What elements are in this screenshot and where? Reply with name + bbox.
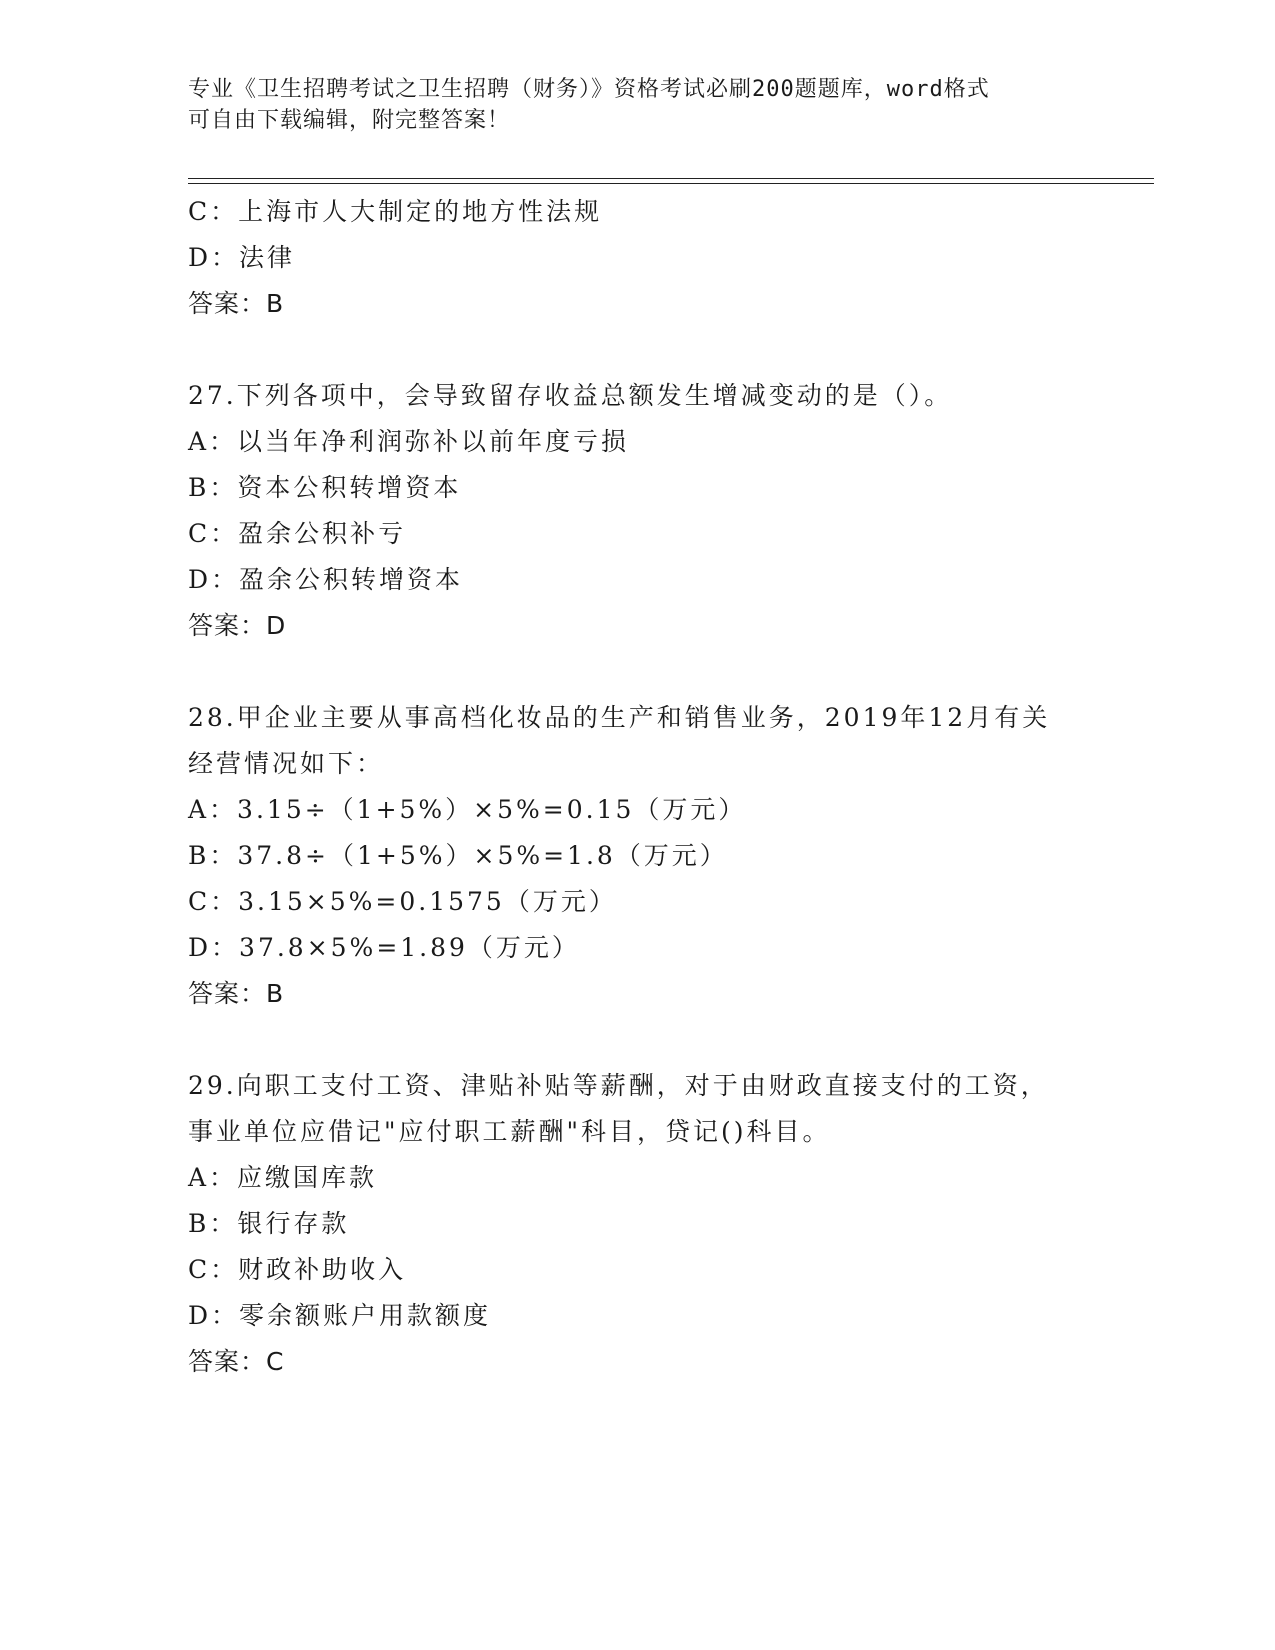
document-body <box>188 189 1068 1385</box>
option-a: A：3.15÷（1+5%）×5%=0.15（万元） <box>188 795 747 824</box>
option-a: A：应缴国库款 <box>188 1163 378 1192</box>
header-divider-top <box>188 178 1154 179</box>
spacer <box>188 327 1068 373</box>
question-29 <box>188 1063 1068 1385</box>
option-d: D：零余额账户用款额度 <box>188 1301 492 1330</box>
option-b: B：银行存款 <box>188 1209 350 1238</box>
header-line-1: 专业《卫生招聘考试之卫生招聘（财务）》资格考试必刷200题题库，word格式 <box>188 77 990 102</box>
spacer <box>188 649 1068 695</box>
option-c: C：盈余公积补亏 <box>188 519 407 548</box>
header-divider-bottom <box>188 183 1154 184</box>
option-c: C：上海市人大制定的地方性法规 <box>188 197 603 226</box>
option-d: D：法律 <box>188 243 296 272</box>
prev-question-block <box>188 189 1068 327</box>
option-c: C：财政补助收入 <box>188 1255 407 1284</box>
answer-line: 答案：C <box>188 1347 285 1376</box>
option-a: A：以当年净利润弥补以前年度亏损 <box>188 427 630 456</box>
question-28 <box>188 695 1068 1017</box>
answer-line: 答案：D <box>188 611 287 640</box>
document-header <box>188 74 1068 136</box>
question-text-line-2: 经营情况如下： <box>188 749 385 778</box>
header-line-2: 可自由下载编辑，附完整答案！ <box>188 108 511 133</box>
question-text-line-2: 事业单位应借记"应付职工薪酬"科目，贷记()科目。 <box>188 1117 831 1146</box>
option-b: B：37.8÷（1+5%）×5%=1.8（万元） <box>188 841 728 870</box>
option-d: D：37.8×5%=1.89（万元） <box>188 933 580 962</box>
answer-line: 答案：B <box>188 979 285 1008</box>
answer-line: 答案：B <box>188 289 285 318</box>
question-text: 27.下列各项中，会导致留存收益总额发生增减变动的是（）。 <box>188 381 953 410</box>
spacer <box>188 1017 1068 1063</box>
option-b: B：资本公积转增资本 <box>188 473 462 502</box>
question-text-line-1: 28.甲企业主要从事高档化妆品的生产和销售业务，2019年12月有关 <box>188 703 1051 732</box>
option-d: D：盈余公积转增资本 <box>188 565 464 594</box>
question-27 <box>188 373 1068 649</box>
question-text-line-1: 29.向职工支付工资、津贴补贴等薪酬，对于由财政直接支付的工资， <box>188 1071 1049 1100</box>
option-c: C：3.15×5%=0.1575（万元） <box>188 887 617 916</box>
